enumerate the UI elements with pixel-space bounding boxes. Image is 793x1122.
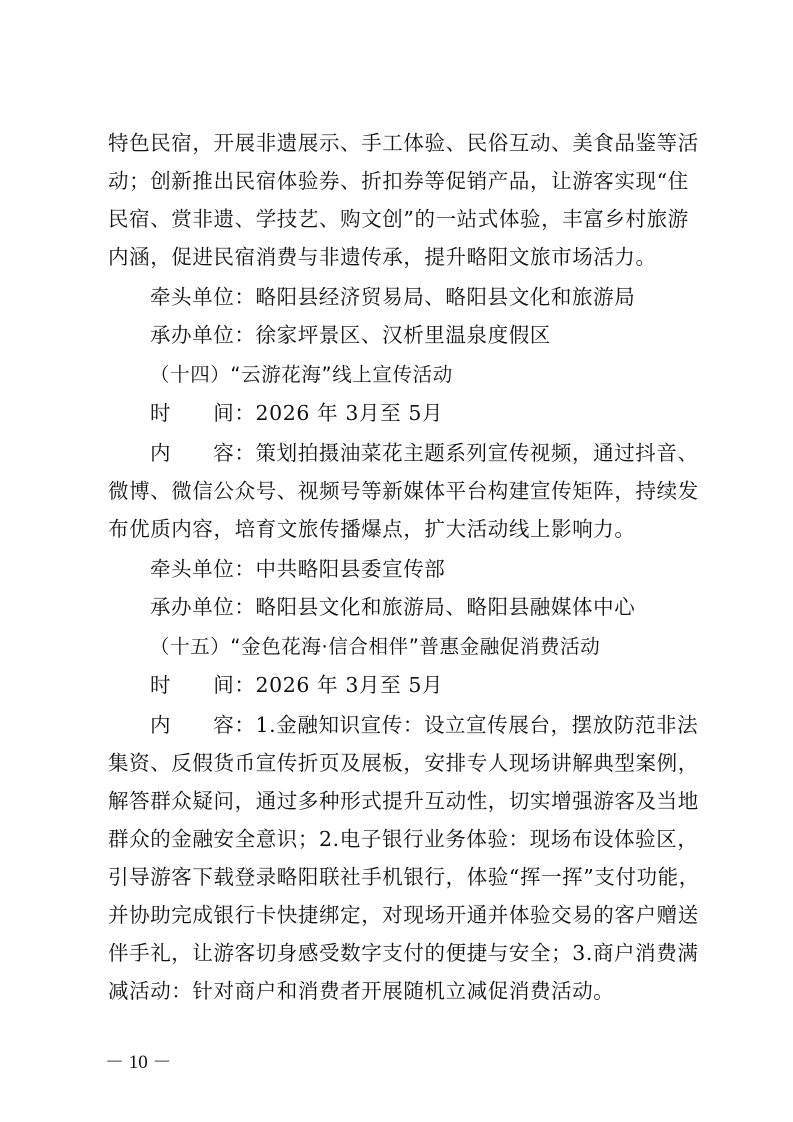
body-text-line: 群众的金融安全意识；2.电子银行业务体验：现场布设体验区， [108,827,699,851]
time-line: 时 间：2026 年 3月至 5月 [150,673,444,697]
lead-unit-line: 牵头单位：略阳县经济贸易局、略阳县文化和旅游局 [150,285,636,309]
host-unit-line: 承办单位：略阳县文化和旅游局、略阳县融媒体中心 [150,595,636,619]
section-heading-15: （十五）“金色花海·信合相伴”普惠金融促消费活动 [150,635,601,658]
body-text-line: 微博、微信公众号、视频号等新媒体平台构建宣传矩阵，持续发 [108,479,699,503]
body-text-line: 布优质内容，培育文旅传播爆点，扩大活动线上影响力。 [108,517,636,541]
body-text-line: 减活动：针对商户和消费者开展随机立减促消费活动。 [108,979,615,1003]
body-text-line: 内涵，促进民宿消费与非遗传承，提升略阳文旅市场活力。 [108,245,657,269]
body-text-line: 动；创新推出民宿体验券、折扣券等促销产品，让游客实现“住 [108,169,689,193]
body-text-line: 民宿、赏非遗、学技艺、购文创”的一站式体验，丰富乡村旅游 [108,207,689,231]
body-text-line: 特色民宿，开展非遗展示、手工体验、民俗互动、美食品鉴等活 [108,131,699,155]
page-number: － 10 － [105,1052,172,1073]
body-text-line: 解答群众疑问，通过多种形式提升互动性，切实增强游客及当地 [108,789,699,813]
body-text-line: 伴手礼，让游客切身感受数字支付的便捷与安全；3.商户消费满 [108,941,699,965]
content-line: 内 容：策划拍摄油菜花主题系列宣传视频，通过抖音、 [150,441,699,465]
lead-unit-line: 牵头单位：中共略阳县委宣传部 [150,557,446,581]
section-heading-14: （十四）“云游花海”线上宣传活动 [150,363,453,386]
time-line: 时 间：2026 年 3月至 5月 [150,401,444,425]
host-unit-line: 承办单位：徐家坪景区、汉析里温泉度假区 [150,323,551,347]
body-text-line: 并协助完成银行卡快捷绑定，对现场开通并体验交易的客户赠送 [108,903,699,927]
body-text-line: 集资、反假货币宣传折页及展板，安排专人现场讲解典型案例， [108,751,699,775]
content-line: 内 容：1.金融知识宣传：设立宣传展台，摆放防范非法 [150,713,699,737]
body-text-line: 引导游客下载登录略阳联社手机银行，体验“挥一挥”支付功能， [108,865,700,889]
